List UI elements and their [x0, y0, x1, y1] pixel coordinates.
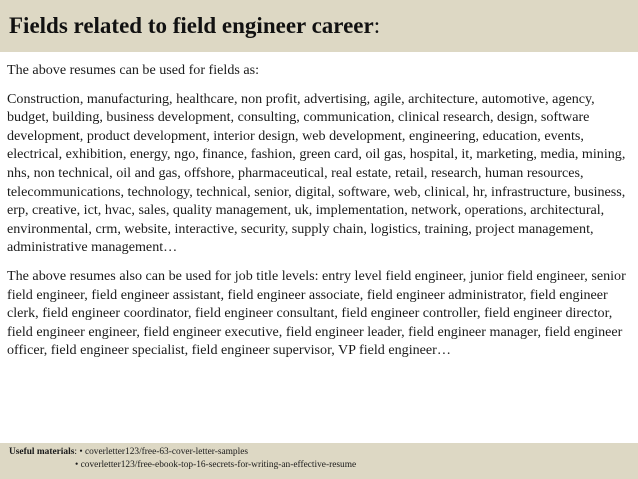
footer-link-cover-letter-samples[interactable]: • coverletter123/free-63-cover-letter-samples — [79, 447, 249, 457]
page-title — [9, 13, 638, 39]
footer-link-ebook-resume-secrets[interactable]: • coverletter123/free-ebook-top-16-secrets-for-writing-an-effective-resume — [75, 460, 357, 470]
intro-paragraph: The above resumes can be used for fields as: — [7, 62, 260, 78]
fields-paragraph: Construction, manufacturing, healthcare, non profit, advertising, agile, architecture, automotive, agency, budget, building, business development, consulting, communication, clinical research, design, software development, product development, interior design, web development, engineering, education, events, electrical, exhibition, energy, ngo, finance, fashion, green card, oil gas, hospital, it, marketing, media, mining, nhs, non technical, oil and gas, offshore, pharmaceutical, real estate, retail, research, human resources, telecommunications, technology, technical, senior, digital, software, web, clinical, hr, infrastructure, business, erp, creative, ict, hvac, sales, quality management, uk, implementation, network, operations, architectural, environmental, crm, website, interactive, security, supply chain, logistics, training, project management, administrative management… — [7, 90, 626, 256]
footer-row-2 — [9, 459, 638, 472]
title-bar — [0, 0, 638, 52]
job-levels-paragraph: The above resumes also can be used for job title levels: entry level field engineer, junior field engineer, senior field engineer, field engineer assistant, field engineer associate, field engineer administrator, field engineer clerk, field engineer coordinator, field engineer consultant, field engineer controller, field engineer director, field engineer engineer, field engineer executive, field engineer leader, field engineer manager, field engineer officer, field engineer specialist, field engineer supervisor, VP field engineer… — [7, 267, 626, 359]
footer-bar — [0, 443, 638, 479]
page-title-text: Fields related to field engineer career — [9, 13, 374, 38]
page-title-colon: : — [373, 13, 381, 38]
content-area — [7, 61, 633, 370]
footer-separator: : — [74, 447, 80, 457]
footer-row-1 — [9, 446, 638, 459]
footer-label: Useful materials — [9, 447, 75, 457]
